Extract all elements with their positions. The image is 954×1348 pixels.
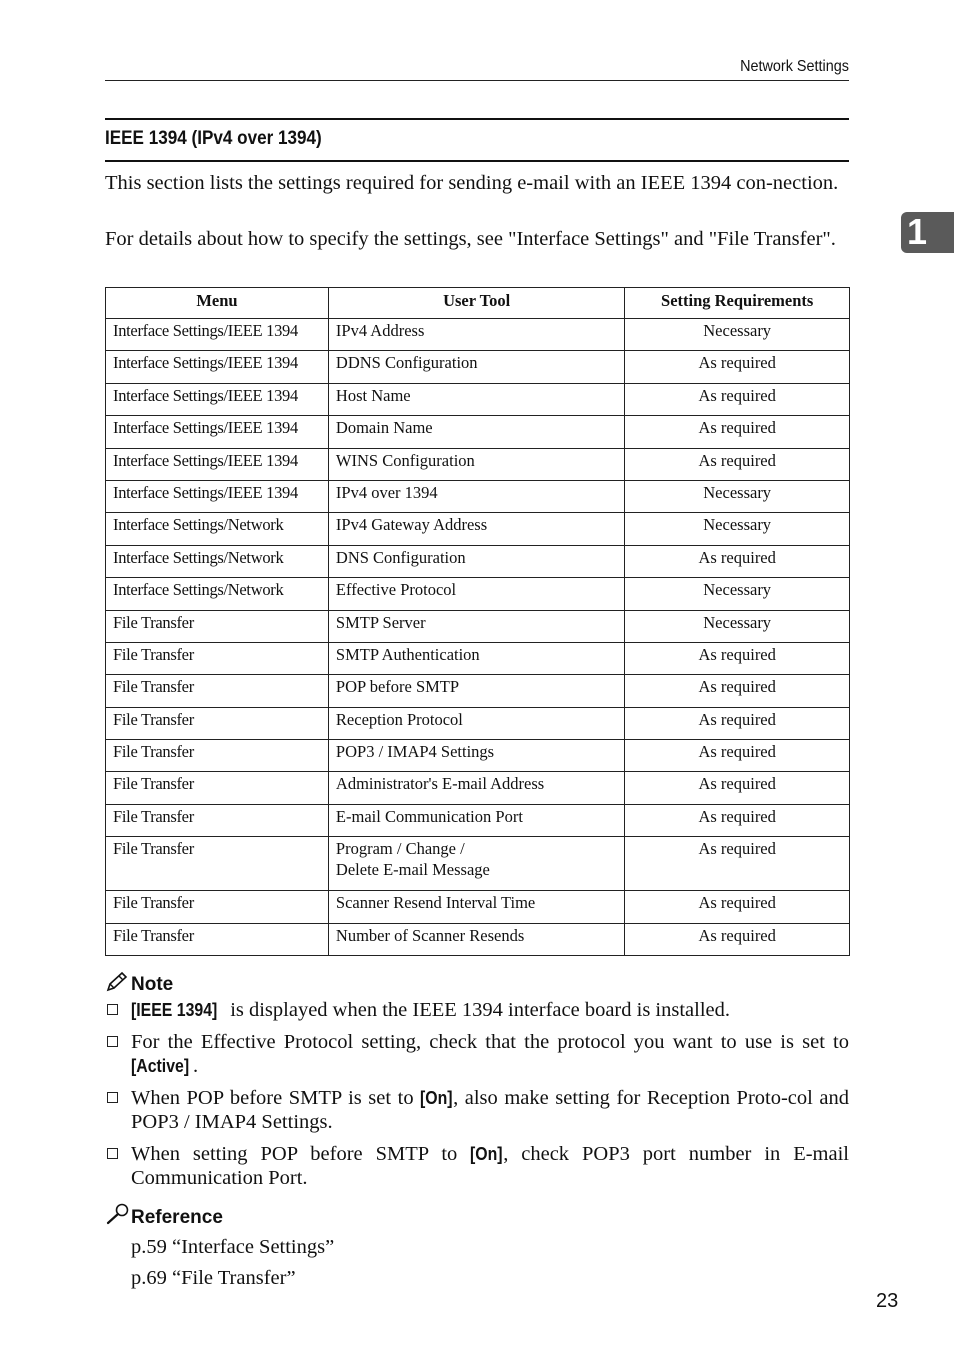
menu-cell: Interface Settings/IEEE 1394 [106,383,329,415]
note-tail: , check POP3 port number in E-mail Communication Port. [131,1143,849,1189]
user-tool-cell: POP3 / IMAP4 Settings [328,740,624,772]
list-item [105,1142,849,1190]
list-item [105,1086,849,1134]
menu-cell: File Transfer [106,707,329,739]
note-tail: . [193,1055,199,1077]
requirement-cell: As required [625,416,850,448]
requirement-cell: As required [625,448,850,480]
table-header-row [106,288,850,319]
user-tool-cell: IPv4 Address [328,319,624,351]
key-label: [Active] [131,1056,190,1076]
menu-cell: File Transfer [106,642,329,674]
table-row [106,416,850,448]
requirement-cell: Necessary [625,480,850,512]
magnifier-icon [105,1203,131,1225]
menu-cell: File Transfer [106,804,329,836]
requirement-cell: As required [625,707,850,739]
requirement-cell: Necessary [625,319,850,351]
table-row [106,891,850,923]
user-tool-cell: Host Name [328,383,624,415]
menu-cell: File Transfer [106,837,329,891]
menu-cell: Interface Settings/IEEE 1394 [106,480,329,512]
user-tool-cell: Effective Protocol [328,578,624,610]
user-tool-cell: WINS Configuration [328,448,624,480]
user-tool-line-1: Program / Change / [335,839,465,859]
checkbox-bullet-icon [107,1036,118,1047]
pencil-icon [105,971,129,993]
menu-cell: Interface Settings/IEEE 1394 [106,351,329,383]
user-tool-cell: Administrator's E-mail Address [328,772,624,804]
table-row [106,513,850,545]
reference-link-file-transfer[interactable]: p.69 “File Transfer” [131,1267,296,1289]
note-text: For the Effective Protocol setting, check that the protocol you want to use is set to [131,1031,849,1053]
requirement-cell: Necessary [625,610,850,642]
list-item [105,1030,849,1078]
requirement-cell: As required [625,545,850,577]
user-tool-cell [328,837,624,891]
user-tool-cell: POP before SMTP [328,675,624,707]
table-row [106,351,850,383]
running-head-text: Network Settings [740,58,849,75]
user-tool-cell: SMTP Server [328,610,624,642]
requirement-cell: As required [625,383,850,415]
table-row [106,545,850,577]
user-tool-cell: DDNS Configuration [328,351,624,383]
chapter-tab [901,212,954,253]
settings-table [105,287,850,956]
note-text: When setting POP before SMTP to [131,1143,471,1165]
user-tool-cell: DNS Configuration [328,545,624,577]
user-tool-cell: Reception Protocol [328,707,624,739]
table-row [106,480,850,512]
note-heading-text: Note [131,974,174,995]
requirement-cell: As required [625,923,850,955]
requirement-cell: Necessary [625,513,850,545]
note-tail: , also make setting for Reception Proto-col and POP3 / IMAP4 Settings. [131,1087,849,1133]
table-row [106,448,850,480]
menu-cell: Interface Settings/IEEE 1394 [106,416,329,448]
menu-cell: Interface Settings/Network [106,578,329,610]
table-row [106,319,850,351]
note-text: When POP before SMTP is set to [131,1087,421,1109]
reference-link-interface-settings[interactable]: p.59 “Interface Settings” [131,1236,335,1258]
reference-heading-text: Reference [131,1207,223,1228]
menu-cell: File Transfer [106,675,329,707]
intro-paragraph-2: For details about how to specify the settings, see "Interface Settings" and "File Transfer". [105,228,836,250]
user-tool-line-2: Delete E-mail Message [335,860,490,880]
menu-cell: Interface Settings/IEEE 1394 [106,448,329,480]
user-tool-cell: E-mail Communication Port [328,804,624,836]
requirement-cell: Necessary [625,578,850,610]
table-row [106,642,850,674]
requirement-cell: As required [625,675,850,707]
menu-cell: Interface Settings/Network [106,513,329,545]
requirement-cell: As required [625,740,850,772]
list-item [105,998,849,1022]
menu-cell: File Transfer [106,740,329,772]
user-tool-cell: SMTP Authentication [328,642,624,674]
menu-cell: File Transfer [106,923,329,955]
user-tool-cell: IPv4 over 1394 [328,480,624,512]
requirement-cell: As required [625,804,850,836]
key-label: [IEEE 1394] [131,1000,218,1020]
user-tool-cell: Number of Scanner Resends [328,923,624,955]
requirement-cell: As required [625,837,850,891]
table-row [106,804,850,836]
column-header-user-tool: User Tool [328,288,624,319]
table-row [106,707,850,739]
checkbox-bullet-icon [107,1092,118,1103]
requirement-cell: As required [625,891,850,923]
page-number: 23 [876,1290,899,1312]
user-tool-cell: Scanner Resend Interval Time [328,891,624,923]
user-tool-cell: Domain Name [328,416,624,448]
table-row [106,578,850,610]
table-row [106,772,850,804]
note-text: is displayed when the IEEE 1394 interface board is installed. [225,999,731,1021]
table-row [106,383,850,415]
menu-cell: File Transfer [106,891,329,923]
key-label: [On] [470,1144,503,1164]
intro-paragraph-1: This section lists the settings required for sending e-mail with an IEEE 1394 con-nection. [105,172,839,194]
table-row [106,675,850,707]
requirement-cell: As required [625,772,850,804]
menu-cell: File Transfer [106,772,329,804]
table-row [106,610,850,642]
menu-cell: Interface Settings/Network [106,545,329,577]
table-row [106,837,850,891]
table-row [106,923,850,955]
chapter-number: 1 [907,211,928,252]
requirement-cell: As required [625,351,850,383]
note-list [105,998,849,1198]
checkbox-bullet-icon [107,1004,118,1015]
running-head [105,56,849,81]
menu-cell: Interface Settings/IEEE 1394 [106,319,329,351]
key-label: [On] [420,1088,453,1108]
section-header [105,118,849,162]
checkbox-bullet-icon [107,1148,118,1159]
column-header-menu: Menu [106,288,329,319]
requirement-cell: As required [625,642,850,674]
table-row [106,740,850,772]
section-title: IEEE 1394 (IPv4 over 1394) [105,128,322,149]
menu-cell: File Transfer [106,610,329,642]
user-tool-cell: IPv4 Gateway Address [328,513,624,545]
column-header-setting-requirements: Setting Requirements [625,288,850,319]
